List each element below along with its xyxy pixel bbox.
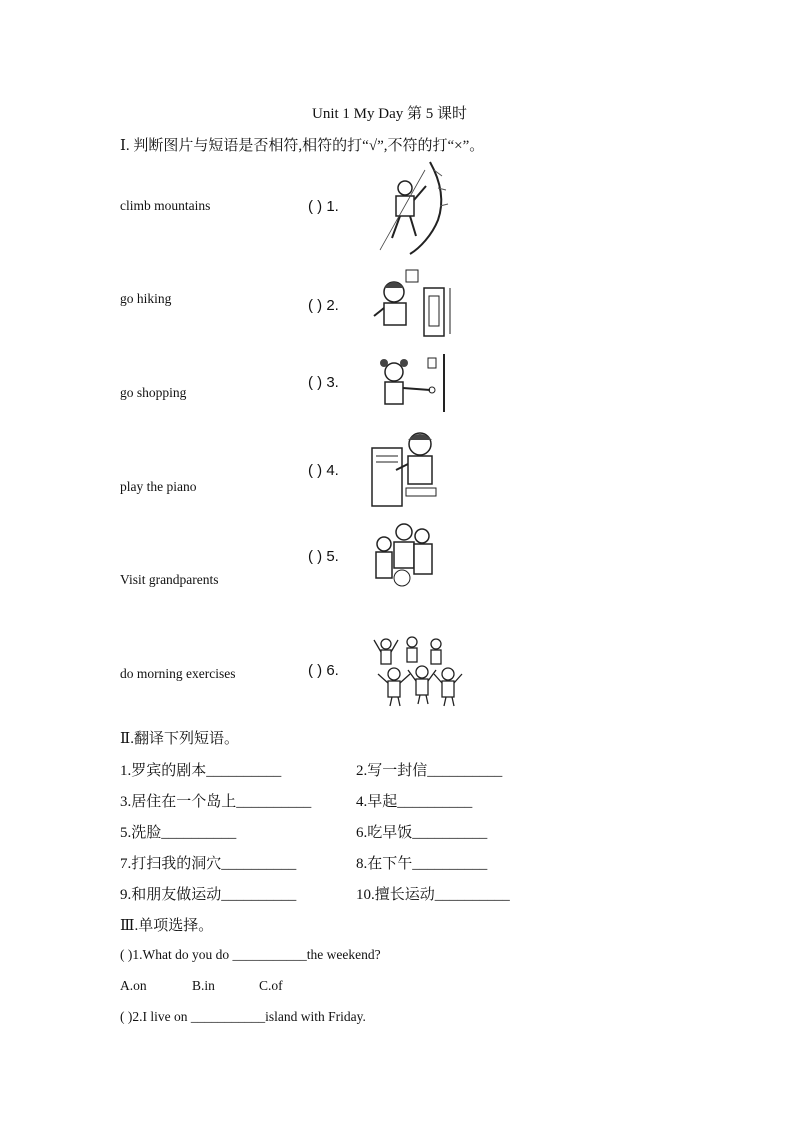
phrase-4: play the piano <box>120 479 197 494</box>
answer-blank-6[interactable]: ( ) 6. <box>308 662 339 679</box>
translation-item-10: 10.擅长运动__________ <box>356 887 510 903</box>
section-1-heading: Ⅰ. 判断图片与短语是否相符,相符的打“√”,不符的打“×”。 <box>120 138 485 154</box>
phrase-5: Visit grandparents <box>120 572 219 587</box>
question-2: ( )2.I live on ___________island with Friday. <box>120 1009 366 1024</box>
grandparents-picture <box>370 522 438 592</box>
question-1-option-c[interactable]: C.of <box>259 978 283 993</box>
question-1-option-b[interactable]: B.in <box>192 978 215 993</box>
translation-item-6: 6.吃早饭__________ <box>356 825 488 841</box>
phrase-3: go shopping <box>120 385 187 400</box>
piano-picture <box>370 430 442 510</box>
translation-item-4: 4.早起__________ <box>356 794 473 810</box>
phrase-6: do morning exercises <box>120 666 236 681</box>
translation-item-8: 8.在下午__________ <box>356 856 488 872</box>
translation-item-2: 2.写一封信__________ <box>356 763 503 779</box>
section-3-heading: Ⅲ.单项选择。 <box>120 918 214 934</box>
answer-blank-3[interactable]: ( ) 3. <box>308 374 339 391</box>
phrase-2: go hiking <box>120 291 172 306</box>
question-1: ( )1.What do you do ___________the weekend? <box>120 947 381 962</box>
answer-blank-4[interactable]: ( ) 4. <box>308 462 339 479</box>
section-2-heading: Ⅱ.翻译下列短语。 <box>120 731 239 747</box>
exercise-picture <box>372 634 464 708</box>
answer-blank-5[interactable]: ( ) 5. <box>308 548 339 565</box>
climbing-picture <box>370 160 450 255</box>
question-1-option-a[interactable]: A.on <box>120 978 147 993</box>
answer-blank-2[interactable]: ( ) 2. <box>308 297 339 314</box>
page-title: Unit 1 My Day 第 5 课时 <box>312 106 467 122</box>
girl-door-picture <box>372 352 452 414</box>
translation-item-3: 3.居住在一个岛上__________ <box>120 794 312 810</box>
answer-blank-1[interactable]: ( ) 1. <box>308 198 339 215</box>
door-picture <box>372 268 454 338</box>
translation-item-1: 1.罗宾的剧本__________ <box>120 763 282 779</box>
translation-item-9: 9.和朋友做运动__________ <box>120 887 297 903</box>
translation-item-7: 7.打扫我的洞穴__________ <box>120 856 297 872</box>
translation-item-5: 5.洗脸__________ <box>120 825 237 841</box>
phrase-1: climb mountains <box>120 198 211 213</box>
